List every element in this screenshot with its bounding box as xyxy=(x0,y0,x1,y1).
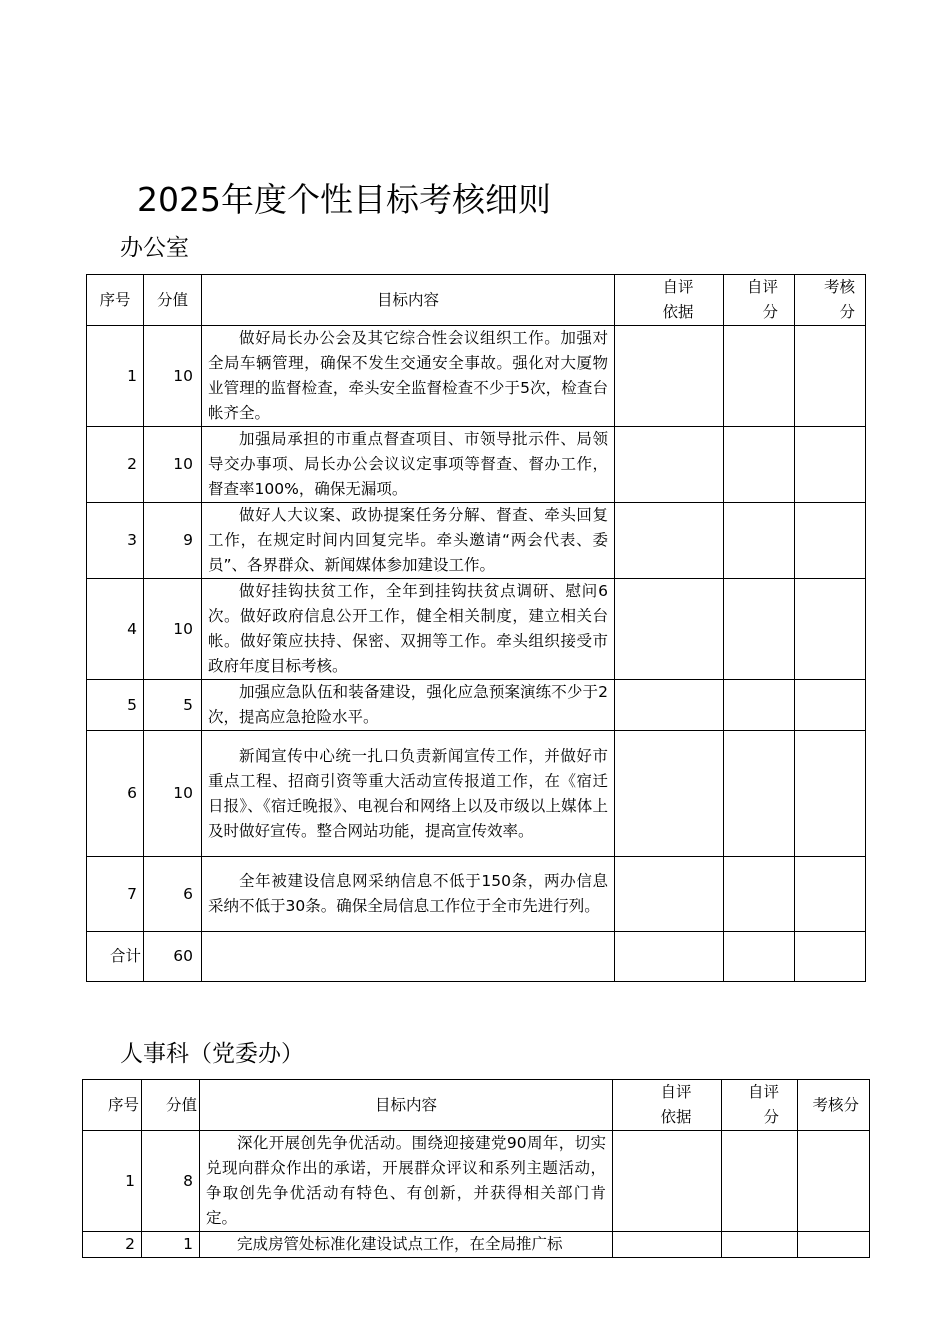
row-content: 做好挂钩扶贫工作，全年到挂钩扶贫点调研、慰问6次。做好政府信息公开工作，健全相关制度，建立相关台帐。做好策应扶持、保密、双拥等工作。牵头组织接受市政府年度目标考核。 xyxy=(202,579,615,680)
table-header-row xyxy=(87,275,866,326)
row-self-score xyxy=(724,680,795,731)
office-target-table xyxy=(86,274,866,982)
header-score: 分值 xyxy=(144,275,202,326)
row-content: 做好人大议案、政协提案任务分解、督查、牵头回复工作，在规定时间内回复完毕。牵头邀请“两会代表、委员”、各界群众、新闻媒体参加建设工作。 xyxy=(202,503,615,579)
row-content: 全年被建设信息网采纳信息不低于150条，两办信息采纳不低于30条。确保全局信息工作位于全市先进行列。 xyxy=(202,857,615,932)
row-review-score xyxy=(795,503,866,579)
header-review-score: 考核分 xyxy=(795,275,866,326)
row-self-score xyxy=(724,857,795,932)
row-self-score xyxy=(724,503,795,579)
section-title-personnel: 人事科（党委办） xyxy=(120,1041,304,1067)
row-content: 加强局承担的市重点督查项目、市领导批示件、局领导交办事项、局长办公会议议定事项等督查、督办工作，督查率100%，确保无漏项。 xyxy=(202,427,615,503)
row-content: 完成房管处标准化建设试点工作，在全局推广标 xyxy=(200,1232,613,1258)
row-self-basis xyxy=(615,579,724,680)
row-score: 10 xyxy=(144,731,202,857)
row-review-score xyxy=(798,1131,870,1232)
row-self-basis xyxy=(613,1232,722,1258)
header-basis: 自评依据 xyxy=(615,275,724,326)
row-content: 深化开展创先争优活动。围绕迎接建党90周年，切实兑现向群众作出的承诺，开展群众评议和系列主题活动，争取创先争优活动有特色、有创新，并获得相关部门肯定。 xyxy=(200,1131,613,1232)
row-review-score xyxy=(795,579,866,680)
row-score: 6 xyxy=(144,857,202,932)
row-no: 1 xyxy=(83,1131,142,1232)
header-review-score: 考核分 xyxy=(798,1080,870,1131)
row-self-score xyxy=(722,1232,798,1258)
row-self-score xyxy=(724,579,795,680)
row-self-basis xyxy=(613,1131,722,1232)
total-self-score xyxy=(724,932,795,982)
row-self-basis xyxy=(615,857,724,932)
table-row xyxy=(83,1131,870,1232)
row-content: 新闻宣传中心统一扎口负责新闻宣传工作，并做好市重点工程、招商引资等重大活动宣传报道工作，在《宿迁日报》、《宿迁晚报》、电视台和网络上以及市级以上媒体上及时做好宣传。整合网站功能，提高宣传效率。 xyxy=(202,731,615,857)
row-self-basis xyxy=(615,427,724,503)
header-self-score: 自评分 xyxy=(724,275,795,326)
row-score: 8 xyxy=(142,1131,200,1232)
row-score: 10 xyxy=(144,326,202,427)
row-self-basis xyxy=(615,503,724,579)
row-self-basis xyxy=(615,326,724,427)
row-no: 7 xyxy=(87,857,144,932)
header-content: 目标内容 xyxy=(202,275,615,326)
row-no: 4 xyxy=(87,579,144,680)
row-self-score xyxy=(724,731,795,857)
table-header-row xyxy=(83,1080,870,1131)
total-label: 合计 xyxy=(87,932,144,982)
row-no: 5 xyxy=(87,680,144,731)
row-score: 5 xyxy=(144,680,202,731)
row-content: 做好局长办公会及其它综合性会议组织工作。加强对全局车辆管理，确保不发生交通安全事故。强化对大厦物业管理的监督检查，牵头安全监督检查不少于5次，检查台帐齐全。 xyxy=(202,326,615,427)
total-content xyxy=(202,932,615,982)
row-review-score xyxy=(795,326,866,427)
row-self-score xyxy=(722,1131,798,1232)
header-score: 分值 xyxy=(142,1080,200,1131)
page-title: 2025年度个性目标考核细则 xyxy=(137,180,551,219)
row-self-basis xyxy=(615,731,724,857)
table-row xyxy=(87,579,866,680)
header-no: 序号 xyxy=(87,275,144,326)
table-row xyxy=(87,857,866,932)
header-basis: 自评依据 xyxy=(613,1080,722,1131)
table-row xyxy=(87,427,866,503)
row-content: 加强应急队伍和装备建设，强化应急预案演练不少于2次，提高应急抢险水平。 xyxy=(202,680,615,731)
row-self-basis xyxy=(615,680,724,731)
total-review-score xyxy=(795,932,866,982)
row-no: 3 xyxy=(87,503,144,579)
row-review-score xyxy=(795,731,866,857)
row-no: 2 xyxy=(87,427,144,503)
row-no: 2 xyxy=(83,1232,142,1258)
table-row xyxy=(87,503,866,579)
personnel-target-table xyxy=(82,1079,870,1258)
table-row xyxy=(87,326,866,427)
row-review-score xyxy=(798,1232,870,1258)
row-review-score xyxy=(795,680,866,731)
row-no: 6 xyxy=(87,731,144,857)
row-self-score xyxy=(724,326,795,427)
row-review-score xyxy=(795,857,866,932)
table-row xyxy=(87,680,866,731)
row-score: 9 xyxy=(144,503,202,579)
total-self-basis xyxy=(615,932,724,982)
row-self-score xyxy=(724,427,795,503)
row-score: 10 xyxy=(144,579,202,680)
table-row xyxy=(87,731,866,857)
header-no: 序号 xyxy=(83,1080,142,1131)
row-no: 1 xyxy=(87,326,144,427)
total-score: 60 xyxy=(144,932,202,982)
table-row xyxy=(83,1232,870,1258)
row-score: 10 xyxy=(144,427,202,503)
total-row xyxy=(87,932,866,982)
row-score: 1 xyxy=(142,1232,200,1258)
row-review-score xyxy=(795,427,866,503)
header-content: 目标内容 xyxy=(200,1080,613,1131)
section-title-office: 办公室 xyxy=(120,235,189,261)
header-self-score: 自评分 xyxy=(722,1080,798,1131)
